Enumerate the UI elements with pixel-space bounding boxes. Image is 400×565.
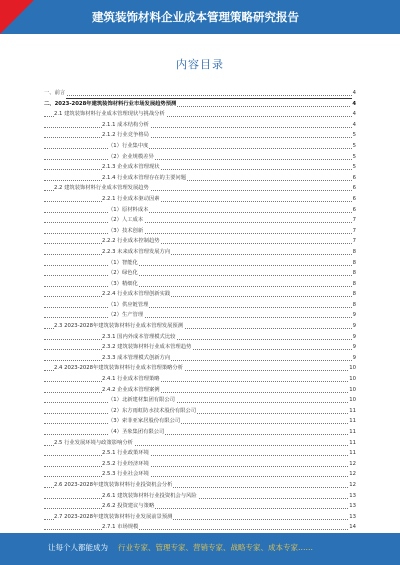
dot-leader [44, 402, 356, 403]
toc-entry-label: （2）东方雨虹防水技术股份有限公司 [108, 406, 197, 417]
toc-entry-page: 9 [352, 310, 356, 321]
toc-entry-page: 5 [352, 141, 356, 152]
dot-leader [44, 180, 356, 181]
toc-entry-page: 8 [352, 258, 356, 269]
toc-entry-label: 2.6.2 投资建议与策略 [102, 501, 155, 512]
toc-entry[interactable] [44, 448, 356, 459]
toc-entry[interactable] [44, 194, 356, 205]
toc-entry-label: 2.1.3 企业成本管理现状 [102, 162, 161, 173]
toc-entry-page: 6 [352, 183, 356, 194]
toc-entry-page: 4 [351, 99, 356, 110]
toc-entry-label: 一、前言 [44, 88, 66, 99]
dot-leader [44, 159, 356, 160]
toc-entry-label: 2.5 行业发展环境与政策影响分析 [54, 438, 134, 449]
toc-entry-label: （1）行业集中度 [108, 141, 149, 152]
report-title: 建筑装饰材料企业成本管理策略研究报告 [92, 10, 299, 24]
toc-heading: 内容目录 [176, 58, 224, 71]
toc-entry-page: 10 [348, 363, 356, 374]
footer-tags: 行业专家、管理专家、营销专家、战略专家、成本专家…… [118, 543, 313, 552]
toc-entry-page: 6 [352, 173, 356, 184]
toc-entry-label: （2）生产管理 [108, 310, 144, 321]
toc-entry[interactable] [44, 205, 356, 216]
toc-entry[interactable] [44, 491, 356, 502]
dot-leader [44, 265, 356, 266]
toc-entry-page: 9 [352, 321, 356, 332]
toc-entry[interactable] [44, 416, 356, 427]
toc-entry-label: 2.7.1 市场规模 [102, 522, 139, 533]
toc-entry-page: 8 [352, 279, 356, 290]
toc-entry-label: 2.5.2 行业经济环境 [102, 459, 150, 470]
toc-entry[interactable] [44, 226, 356, 237]
toc-entry[interactable] [44, 459, 356, 470]
dot-leader [44, 466, 356, 467]
toc-entry-label: 2.6.1 建筑装饰材料行业投资机会与风险 [102, 491, 198, 502]
toc-entry-label: （1）原材料成本 [108, 205, 149, 216]
toc-entry[interactable] [44, 385, 356, 396]
toc-entry-page: 10 [348, 385, 356, 396]
toc-entry[interactable] [44, 480, 356, 491]
toc-entry-label: （2）绿色化 [108, 268, 139, 279]
toc-entry-label: 2.4.1 行业成本管理策略 [102, 374, 161, 385]
toc-entry-label: 2.1 建筑装饰材料行业成本管理现状与挑战分析 [54, 109, 166, 120]
dot-leader [44, 360, 356, 361]
dot-leader [44, 455, 356, 456]
toc-entry-label: 2.2.2 行业成本控制趋势 [102, 236, 161, 247]
toc-entry-page: 10 [348, 395, 356, 406]
toc-entry[interactable] [44, 289, 356, 300]
toc-entry-label: 2.5.3 行业社会环境 [102, 469, 150, 480]
toc-entry-label: （1）北新建材集团有限公司 [108, 395, 176, 406]
toc-entry[interactable] [44, 374, 356, 385]
toc-entry-page: 4 [352, 88, 356, 99]
toc-entry-page: 5 [352, 162, 356, 173]
toc-entry-label: 2.2.3 未来成本管理发展方向 [102, 247, 171, 258]
dot-leader [44, 317, 356, 318]
toc-entry[interactable] [44, 120, 356, 131]
toc-entry-page: 4 [352, 109, 356, 120]
toc-entry[interactable] [44, 162, 356, 173]
toc-entry[interactable] [44, 512, 356, 523]
toc-entry[interactable] [44, 130, 356, 141]
header-bar [0, 0, 400, 34]
toc-entry-page: 7 [352, 236, 356, 247]
toc-entry-label: 2.2.4 行业成本管理创新实践 [102, 289, 171, 300]
toc-entry-label: 2.1.2 行业竞争格局 [102, 130, 150, 141]
dot-leader [44, 243, 356, 244]
toc-entry[interactable] [44, 363, 356, 374]
toc-entry-label: （3）技术创新 [108, 226, 144, 237]
dot-leader [44, 392, 356, 393]
toc-entry-page: 11 [348, 438, 356, 449]
toc-entry-label: （2）企业规模差异 [108, 152, 155, 163]
toc-entry-page: 8 [352, 289, 356, 300]
toc-entry-page: 9 [352, 342, 356, 353]
toc-entry-label: 2.5.1 行业政策环境 [102, 448, 150, 459]
toc-entry-label: （3）索菲亚家居股份有限公司 [108, 416, 181, 427]
dot-leader [44, 381, 356, 382]
toc-entry-page: 5 [352, 152, 356, 163]
dot-leader [44, 529, 356, 530]
toc-entry-label: 2.7 2023-2028年建筑装饰材料行业发展前景预测 [54, 512, 173, 523]
toc-entry-page: 11 [348, 406, 356, 417]
toc-entry-label: 2.2.1 行业成本驱动因素 [102, 194, 161, 205]
toc-entry[interactable] [44, 268, 356, 279]
dot-leader [44, 413, 356, 414]
toc-entry[interactable] [44, 310, 356, 321]
toc-entry[interactable] [44, 236, 356, 247]
toc-entry-page: 4 [352, 120, 356, 131]
toc-entry-label: 2.2 建筑装饰材料行业成本管理发展趋势 [54, 183, 150, 194]
dot-leader [44, 476, 356, 477]
toc-entry-page: 6 [352, 194, 356, 205]
toc-entry-label: 2.1.1 成本结构分析 [102, 120, 150, 131]
toc-entry[interactable] [44, 99, 356, 110]
dot-leader [44, 498, 356, 499]
dot-leader [44, 307, 356, 308]
toc-entry-page: 11 [348, 448, 356, 459]
dot-leader [44, 423, 356, 424]
toc-entry[interactable] [44, 406, 356, 417]
toc-entry-page: 13 [348, 491, 356, 502]
toc-entry[interactable] [44, 183, 356, 194]
toc-entry[interactable] [44, 215, 356, 226]
toc-entry-label: 2.3 2023-2028年建筑装饰材料行业成本管理发展预测 [54, 321, 184, 332]
toc-entry-label: （1）智能化 [108, 258, 139, 269]
toc-entry-label: 2.3.1 国内外成本管理模式比较 [102, 332, 176, 343]
toc-entry-label: （3）精细化 [108, 279, 139, 290]
toc-entry[interactable] [44, 438, 356, 449]
toc-entry-page: 10 [348, 374, 356, 385]
toc-entry-page: 12 [348, 459, 356, 470]
toc-entry-label: （2）人工成本 [108, 215, 144, 226]
toc-entry-label: （4）圣象集团有限公司 [108, 427, 165, 438]
toc-entry-page: 7 [352, 226, 356, 237]
dot-leader [44, 201, 356, 202]
dot-leader [44, 222, 356, 223]
toc-entry[interactable] [44, 258, 356, 269]
toc-entry-page: 12 [348, 480, 356, 491]
dot-leader [44, 127, 356, 128]
toc-entry[interactable] [44, 321, 356, 332]
toc-entry-label: 2.6 2023-2028年建筑装饰材料行业投资机会分析 [54, 480, 173, 491]
dot-leader [44, 254, 356, 255]
toc-entry-page: 8 [352, 247, 356, 258]
dot-leader [44, 286, 356, 287]
dot-leader [44, 275, 356, 276]
toc-entry-page: 9 [352, 332, 356, 343]
dot-leader [44, 349, 356, 350]
toc-entry-page: 13 [348, 512, 356, 523]
toc-entry[interactable] [44, 501, 356, 512]
toc-entry[interactable] [44, 469, 356, 480]
toc-entry-label: 二、2023-2028年建筑装饰材料行业市场发展趋势预测 [44, 99, 177, 110]
toc-entry-page: 6 [352, 205, 356, 216]
dot-leader [44, 212, 356, 213]
dot-leader [44, 296, 356, 297]
toc-entry[interactable] [44, 152, 356, 163]
dot-leader [44, 508, 356, 509]
toc-entry-page: 5 [352, 130, 356, 141]
footer-slogan: 让每个人都能成为 [48, 543, 108, 552]
toc-entry[interactable] [44, 332, 356, 343]
table-of-contents [44, 88, 356, 533]
red-corner-decoration [0, 0, 34, 34]
toc-entry[interactable] [44, 173, 356, 184]
toc-entry[interactable] [44, 522, 356, 533]
dot-leader [44, 169, 356, 170]
toc-entry[interactable] [44, 88, 356, 99]
dot-leader [44, 137, 356, 138]
toc-entry[interactable] [44, 342, 356, 353]
toc-entry[interactable] [44, 141, 356, 152]
toc-entry-page: 9 [352, 353, 356, 364]
toc-entry[interactable] [44, 395, 356, 406]
toc-entry-page: 8 [352, 300, 356, 311]
toc-entry-page: 11 [348, 427, 356, 438]
toc-entry-page: 8 [352, 268, 356, 279]
toc-entry[interactable] [44, 279, 356, 290]
dot-leader [44, 233, 356, 234]
toc-entry-page: 7 [352, 215, 356, 226]
toc-entry-page: 14 [348, 522, 356, 533]
dot-leader [44, 434, 356, 435]
toc-entry-page: 11 [348, 416, 356, 427]
toc-entry-label: 2.3.2 建筑装饰材料行业成本管理趋势 [102, 342, 192, 353]
dot-leader [44, 95, 356, 96]
toc-entry[interactable] [44, 427, 356, 438]
toc-entry-label: 2.4.2 企业成本管理案例 [102, 385, 161, 396]
toc-entry-label: 2.1.4 行业成本管理存在的主要问题 [102, 173, 187, 184]
footer-bar [0, 533, 400, 565]
toc-entry-label: 2.4 2023-2028年建筑装饰材料行业成本管理策略分析 [54, 363, 184, 374]
toc-entry[interactable] [44, 300, 356, 311]
toc-entry-page: 13 [348, 501, 356, 512]
toc-entry[interactable] [44, 353, 356, 364]
toc-entry[interactable] [44, 109, 356, 120]
toc-entry-label: （1）供应链管理 [108, 300, 149, 311]
dot-leader [44, 148, 356, 149]
toc-entry-page: 12 [348, 469, 356, 480]
dot-leader [44, 339, 356, 340]
toc-entry-label: 2.3.3 成本管理模式创新方向 [102, 353, 171, 364]
toc-entry[interactable] [44, 247, 356, 258]
